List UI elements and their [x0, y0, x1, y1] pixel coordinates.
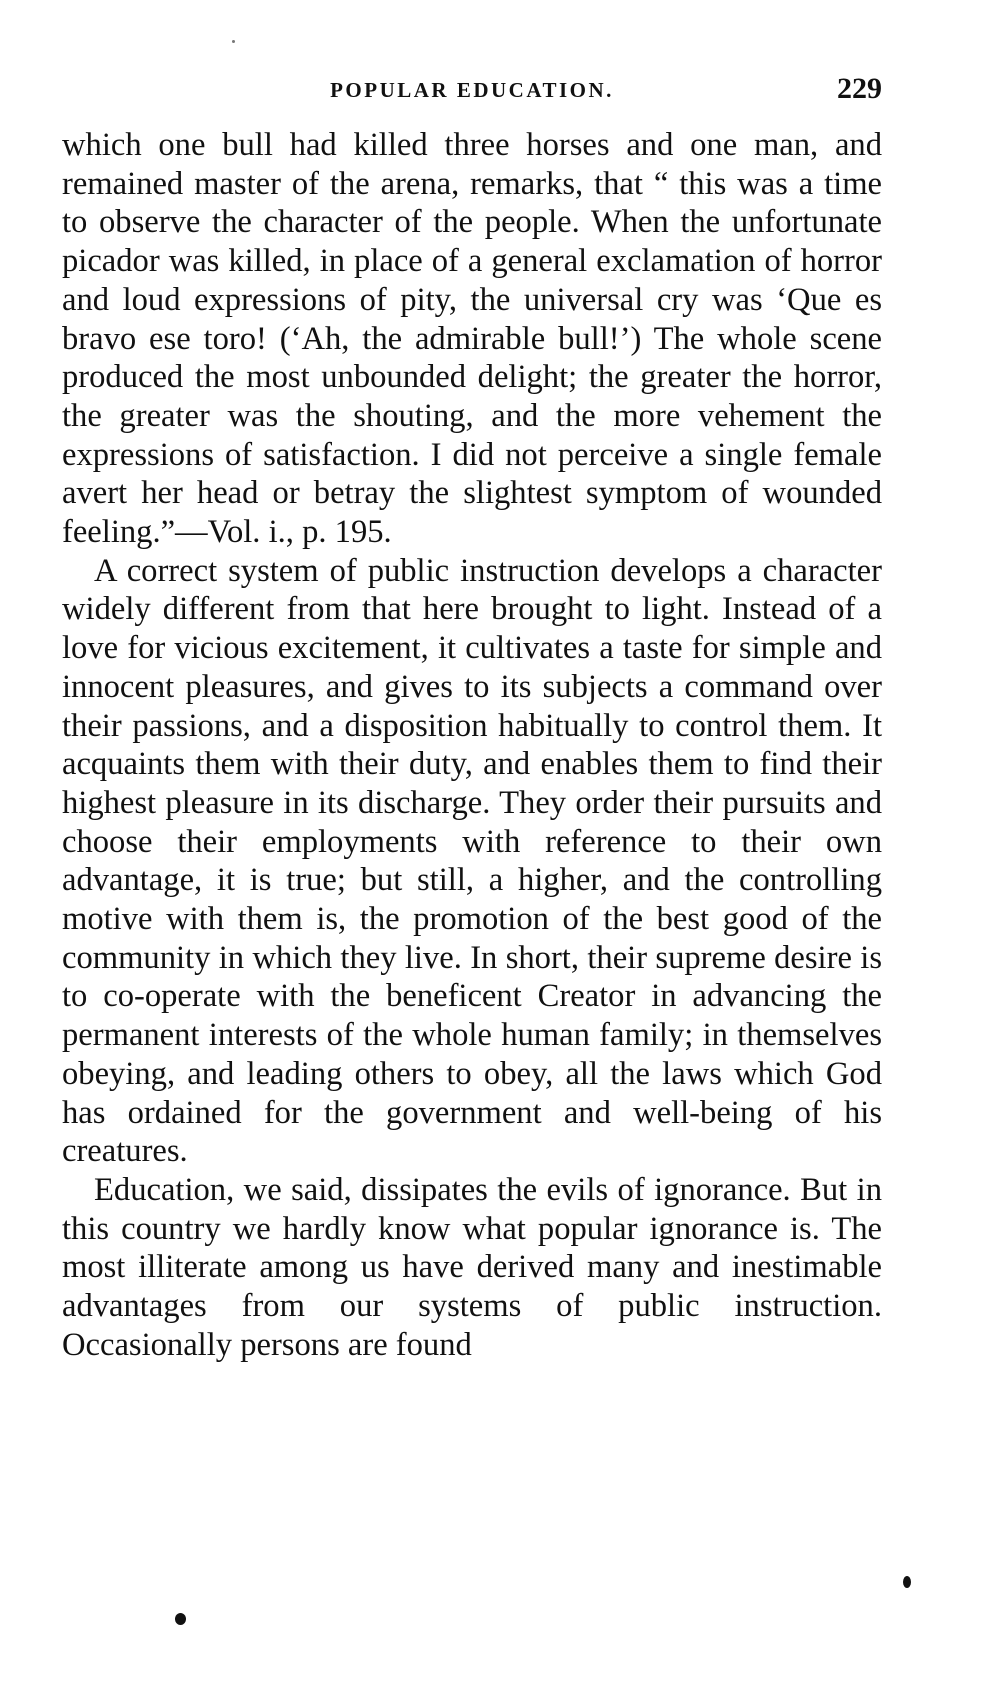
ink-blot [175, 1613, 186, 1625]
paragraph-continued: which one bull had killed three horses and one man, and remained master of the arena, remarks, that “ this was a time to observe the character of the people. When the unfortunate picador was killed, in place of a general exclamation of horror and loud expressions of pity, the universal cry was ‘Que es bravo ese toro! (‘Ah, the admirable bull!’) The whole scene produced the most unbounded delight; the greater the horror, the greater was the shouting, and the more vehement the expressions of satisfaction. I did not perceive a single female avert her head or betray the slightest symptom of wounded feeling.”—Vol. i., p. 195. [62, 127, 882, 551]
page-header [62, 72, 882, 112]
paragraph: A correct system of public instruction develops a character widely different from that here brought to light. Instead of a love for vicious excitement, it cultivates a taste for simple and innocent pleasures, and gives to its subjects a command over their passions, and a disposition habitually to control them. It acquaints them with their duty, and enables them to find their highest pleasure in its discharge. They order their pursuits and choose their employments with reference to their own advantage, it is true; but still, a higher, and the controlling motive with them is, the promotion of the best good of the community in which they live. In short, their supreme desire is to co-operate with the beneficent Creator in advancing the permanent interests of the whole human family; in themselves obeying, and leading others to obey, all the laws which God has ordained for the government and well-being of his creatures. [62, 552, 882, 1170]
paragraph: Education, we said, dissipates the evils of ignorance. But in this country we hardly know what popular ignorance is. The most illiterate among us have derived many and inestimable advantages from our systems of public instruction. Occasionally persons are found [62, 1171, 882, 1363]
ink-speck [232, 40, 235, 43]
ink-blot [903, 1576, 911, 1588]
page-number: 229 [837, 72, 882, 105]
body-text [62, 126, 882, 1365]
running-head: POPULAR EDUCATION. [330, 78, 614, 102]
